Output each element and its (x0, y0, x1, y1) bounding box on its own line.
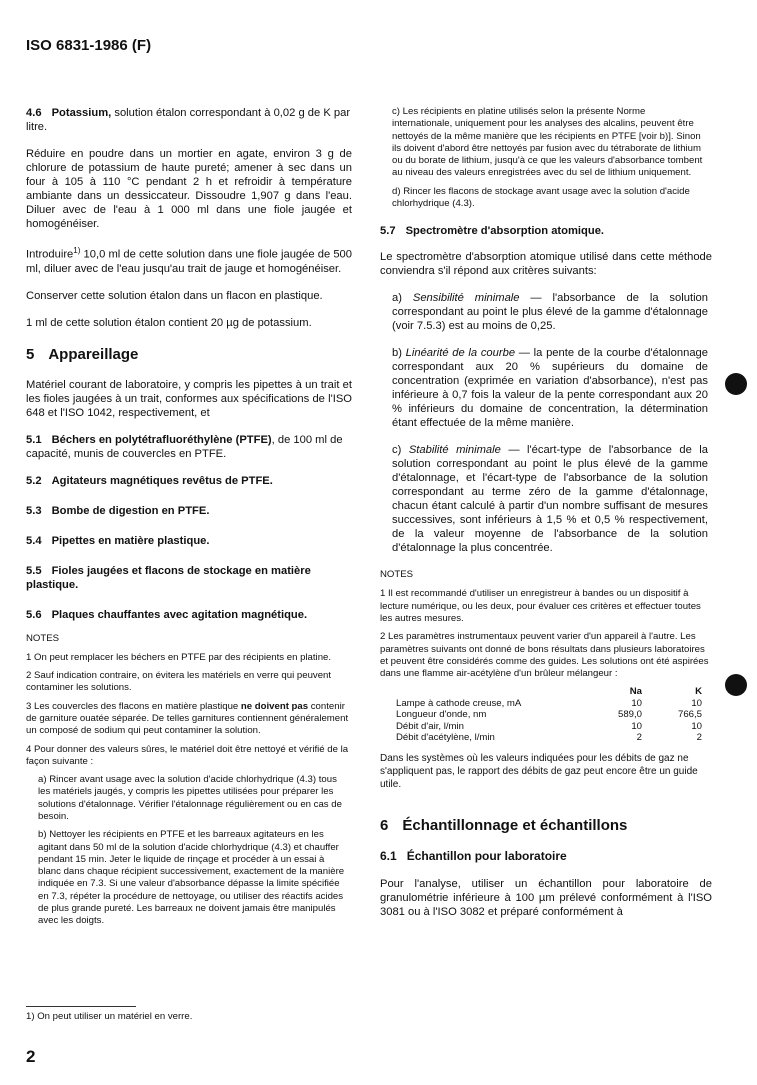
left-column (26, 106, 352, 934)
note-4-c: c) Les récipients en platine utilisés selon la présente Norme internationale, uniquement pour les analyses des alcalins, peuvent être nettoyés de la même manière que les récipients en PTFE [voir b)]. Sinon ils doivent d'abord être nettoyés par fusion avec du tétraborate de lithium ou du borate de lithium, jusqu'à ce que les valeurs d'absorbance tombent au niveau des valeurs enregistrées avec du sel de lithium uniquement. (392, 106, 703, 179)
criterion-a: a) Sensibilité minimale — l'absorbance de la solution correspondant au point le plus élevé de la gamme d'étalonnage (voir 7.5.3) est au moins de 0,25. (392, 292, 708, 333)
footnote-divider (26, 1006, 136, 1007)
section-5-heading: 5 Appareillage (26, 345, 139, 363)
column-header: K (695, 686, 702, 698)
note-1: 1 Il est recommandé d'utiliser un enregistreur à bandes ou un dispositif à lecture numérique, ou les deux, pour évaluer ces critères et effectuer toutes les autres mesures. (380, 588, 701, 624)
note-4-b: b) Nettoyer les récipients en PTFE et les barreaux agitateurs en les agitant dans 50 ml de la solution d'acide chlorhydrique (4.3) et chauffer pendant 15 min. Jeter le liquide de rinçage et procéder à un essai à blanc dans chaque récipient successivement, exactement de la manière indiquée en 7.3. Si une valeur d'absorbance dépasse la limite spécifiée en 7.3, répéter la procédure de nettoyage, ou utiliser des réactifs acides de plus grande pureté. Les barreaux ne doivent jamais être manipulés avec les doigts. (38, 829, 345, 927)
notes-label: NOTES (26, 632, 60, 644)
document-header: ISO 6831-1986 (F) (26, 37, 152, 54)
section-5-5: 5.5 Fioles jaugées et flacons de stockage en matière plastique. (26, 564, 311, 591)
section-5-2: 5.2 Agitateurs magnétiques revêtus de PTFE. (26, 474, 273, 487)
note-2: 2 Sauf indication contraire, on évitera les matériels en verre qui peuvent contaminer les solutions. (26, 670, 332, 694)
punch-hole-mark (725, 674, 747, 696)
column-header: Na (629, 686, 642, 698)
right-column (380, 106, 712, 932)
table-row: Lampe à cathode creuse, mA 10 10 (396, 697, 702, 709)
instrument-parameters-table (394, 686, 704, 744)
section-5-3: 5.3 Bombe de digestion en PTFE. (26, 504, 210, 517)
note-3: 3 Les couvercles des flacons en matière plastique ne doivent pas contenir de garniture ouatée séparée. De telles garnitures contiennent généralement un composé de sodium qui peut contaminer la solution. (26, 700, 349, 737)
section-5-1: 5.1 Béchers en polytétrafluoréthylène (PTFE), de 100 ml de capacité, munis de couvercles en PTFE. (26, 433, 343, 460)
criterion-b: b) Linéarité de la courbe — la pente de la courbe d'étalonnage correspondant aux 20 % supérieurs du domaine de concentration (exprimée en variation d'absorbance), n'est pas inférieure à 0,7 fois la valeur de la pente correspondant aux 20 % inférieurs du domaine de concentration, la détermination étant effectuée de la même manière. (392, 347, 708, 430)
paragraph: Le spectromètre d'absorption atomique utilisé dans cette méthode conviendra s'il répond aux critères suivants: (380, 251, 712, 278)
footnote-ref: 1) (73, 246, 81, 255)
note-1: 1 On peut remplacer les béchers en PTFE par des récipients en platine. (26, 651, 332, 663)
notes-label: NOTES (380, 569, 414, 581)
paragraph: Pour l'analyse, utiliser un échantillon pour laboratoire de granulométrie inférieure à 100 µm prélevé conformément à l'ISO 3081 ou à l'ISO 3082 et préparé conformément à (380, 877, 712, 918)
section-5-7: 5.7 Spectromètre d'absorption atomique. (380, 225, 605, 238)
paragraph: Conserver cette solution étalon dans un flacon en plastique. (26, 289, 323, 302)
table-row: Longueur d'onde, nm 589,0 766,5 (396, 709, 702, 721)
section-5-4: 5.4 Pipettes en matière plastique. (26, 534, 210, 547)
section-6-1-heading: 6.1 Échantillon pour laboratoire (380, 848, 567, 863)
paragraph: 1 ml de cette solution étalon contient 20 µg de potassium. (26, 316, 312, 329)
note-2: 2 Les paramètres instrumentaux peuvent varier d'un appareil à l'autre. Les paramètres suivants ont donné de bons résultats dans plusieurs laboratoires et peuvent être considérés comme des guides. Les solutions ont été aspirées dans une flamme air-acétylène d'un brûleur mélangeur : (380, 631, 709, 680)
note-continuation: Dans les systèmes où les valeurs indiquées pour les débits de gaz ne s'appliquent pas, le rapport des débits de gaz peut encore être un guide utile. (380, 752, 698, 790)
table-header-row (394, 686, 704, 698)
section-5-6: 5.6 Plaques chauffantes avec agitation magnétique. (26, 608, 308, 621)
paragraph: Introduire$^{1)}$ 10,0 ml de cette solution dans une fiole jaugée de 500 ml, diluer avec de l'eau jusqu'au trait de jauge et homogénéiser. (26, 246, 352, 275)
section-4-6: 4.6 Potassium, solution étalon correspondant à 0,02 g de K par litre. (26, 107, 351, 133)
paragraph: Matériel courant de laboratoire, y compris les pipettes à un trait et les fioles jaugées à un trait, conformes aux spécifications de l'ISO 648 et l'ISO 1042, respectivement, et (26, 378, 352, 419)
criterion-c: c) Stabilité minimale — l'écart-type de l'absorbance de la solution correspondant au point le plus élevé de la gamme d'étalonnage, et l'écart-type de l'absorbance de la solution correspondant au terme zéro de la gamme d'étalonnage, chacun étant calculé à partir d'un nombre suffisant de mesures successives, sont inférieurs à 1,5 % et 0,5 % respectivement, de la valeur moyenne de l'absorbance de la solution d'étalonnage la plus concentrée. (392, 444, 708, 555)
note-4-a: a) Rincer avant usage avec la solution d'acide chlorhydrique (4.3) tous les matériels jaugés, y compris les pipettes utilisées pour préparer les solutions d'étalonnage. Vérifier l'étalonnage régulièrement ou en cas de besoin. (38, 774, 342, 822)
footnote: 1) On peut utiliser un matériel en verre. (26, 1011, 193, 1022)
table-row: Débit d'acétylène, l/min 2 2 (396, 732, 702, 744)
note-4-d: d) Rincer les flacons de stockage avant usage avec la solution d'acide chlorhydrique (4.3). (392, 185, 690, 210)
punch-hole-mark (725, 373, 747, 395)
section-6-heading: 6 Échantillonnage et échantillons (380, 816, 628, 834)
page-number: 2 (26, 1047, 36, 1066)
table-row: Débit d'air, l/min 10 10 (396, 720, 702, 732)
note-4: 4 Pour donner des valeurs sûres, le matériel doit être nettoyé et vérifié de la façon suivante : (26, 743, 349, 767)
paragraph: Réduire en poudre dans un mortier en agate, environ 3 g de chlorure de potassium de haute pureté; amener à sec dans un four à 105 à 110 °C pendant 2 h et refroidir à température ambiante dans un dessiccateur. Dissoudre 1,907 g dans l'eau. Diluer avec de l'eau à 1 000 ml dans une fiole jaugée et homogénéiser. (26, 148, 352, 230)
